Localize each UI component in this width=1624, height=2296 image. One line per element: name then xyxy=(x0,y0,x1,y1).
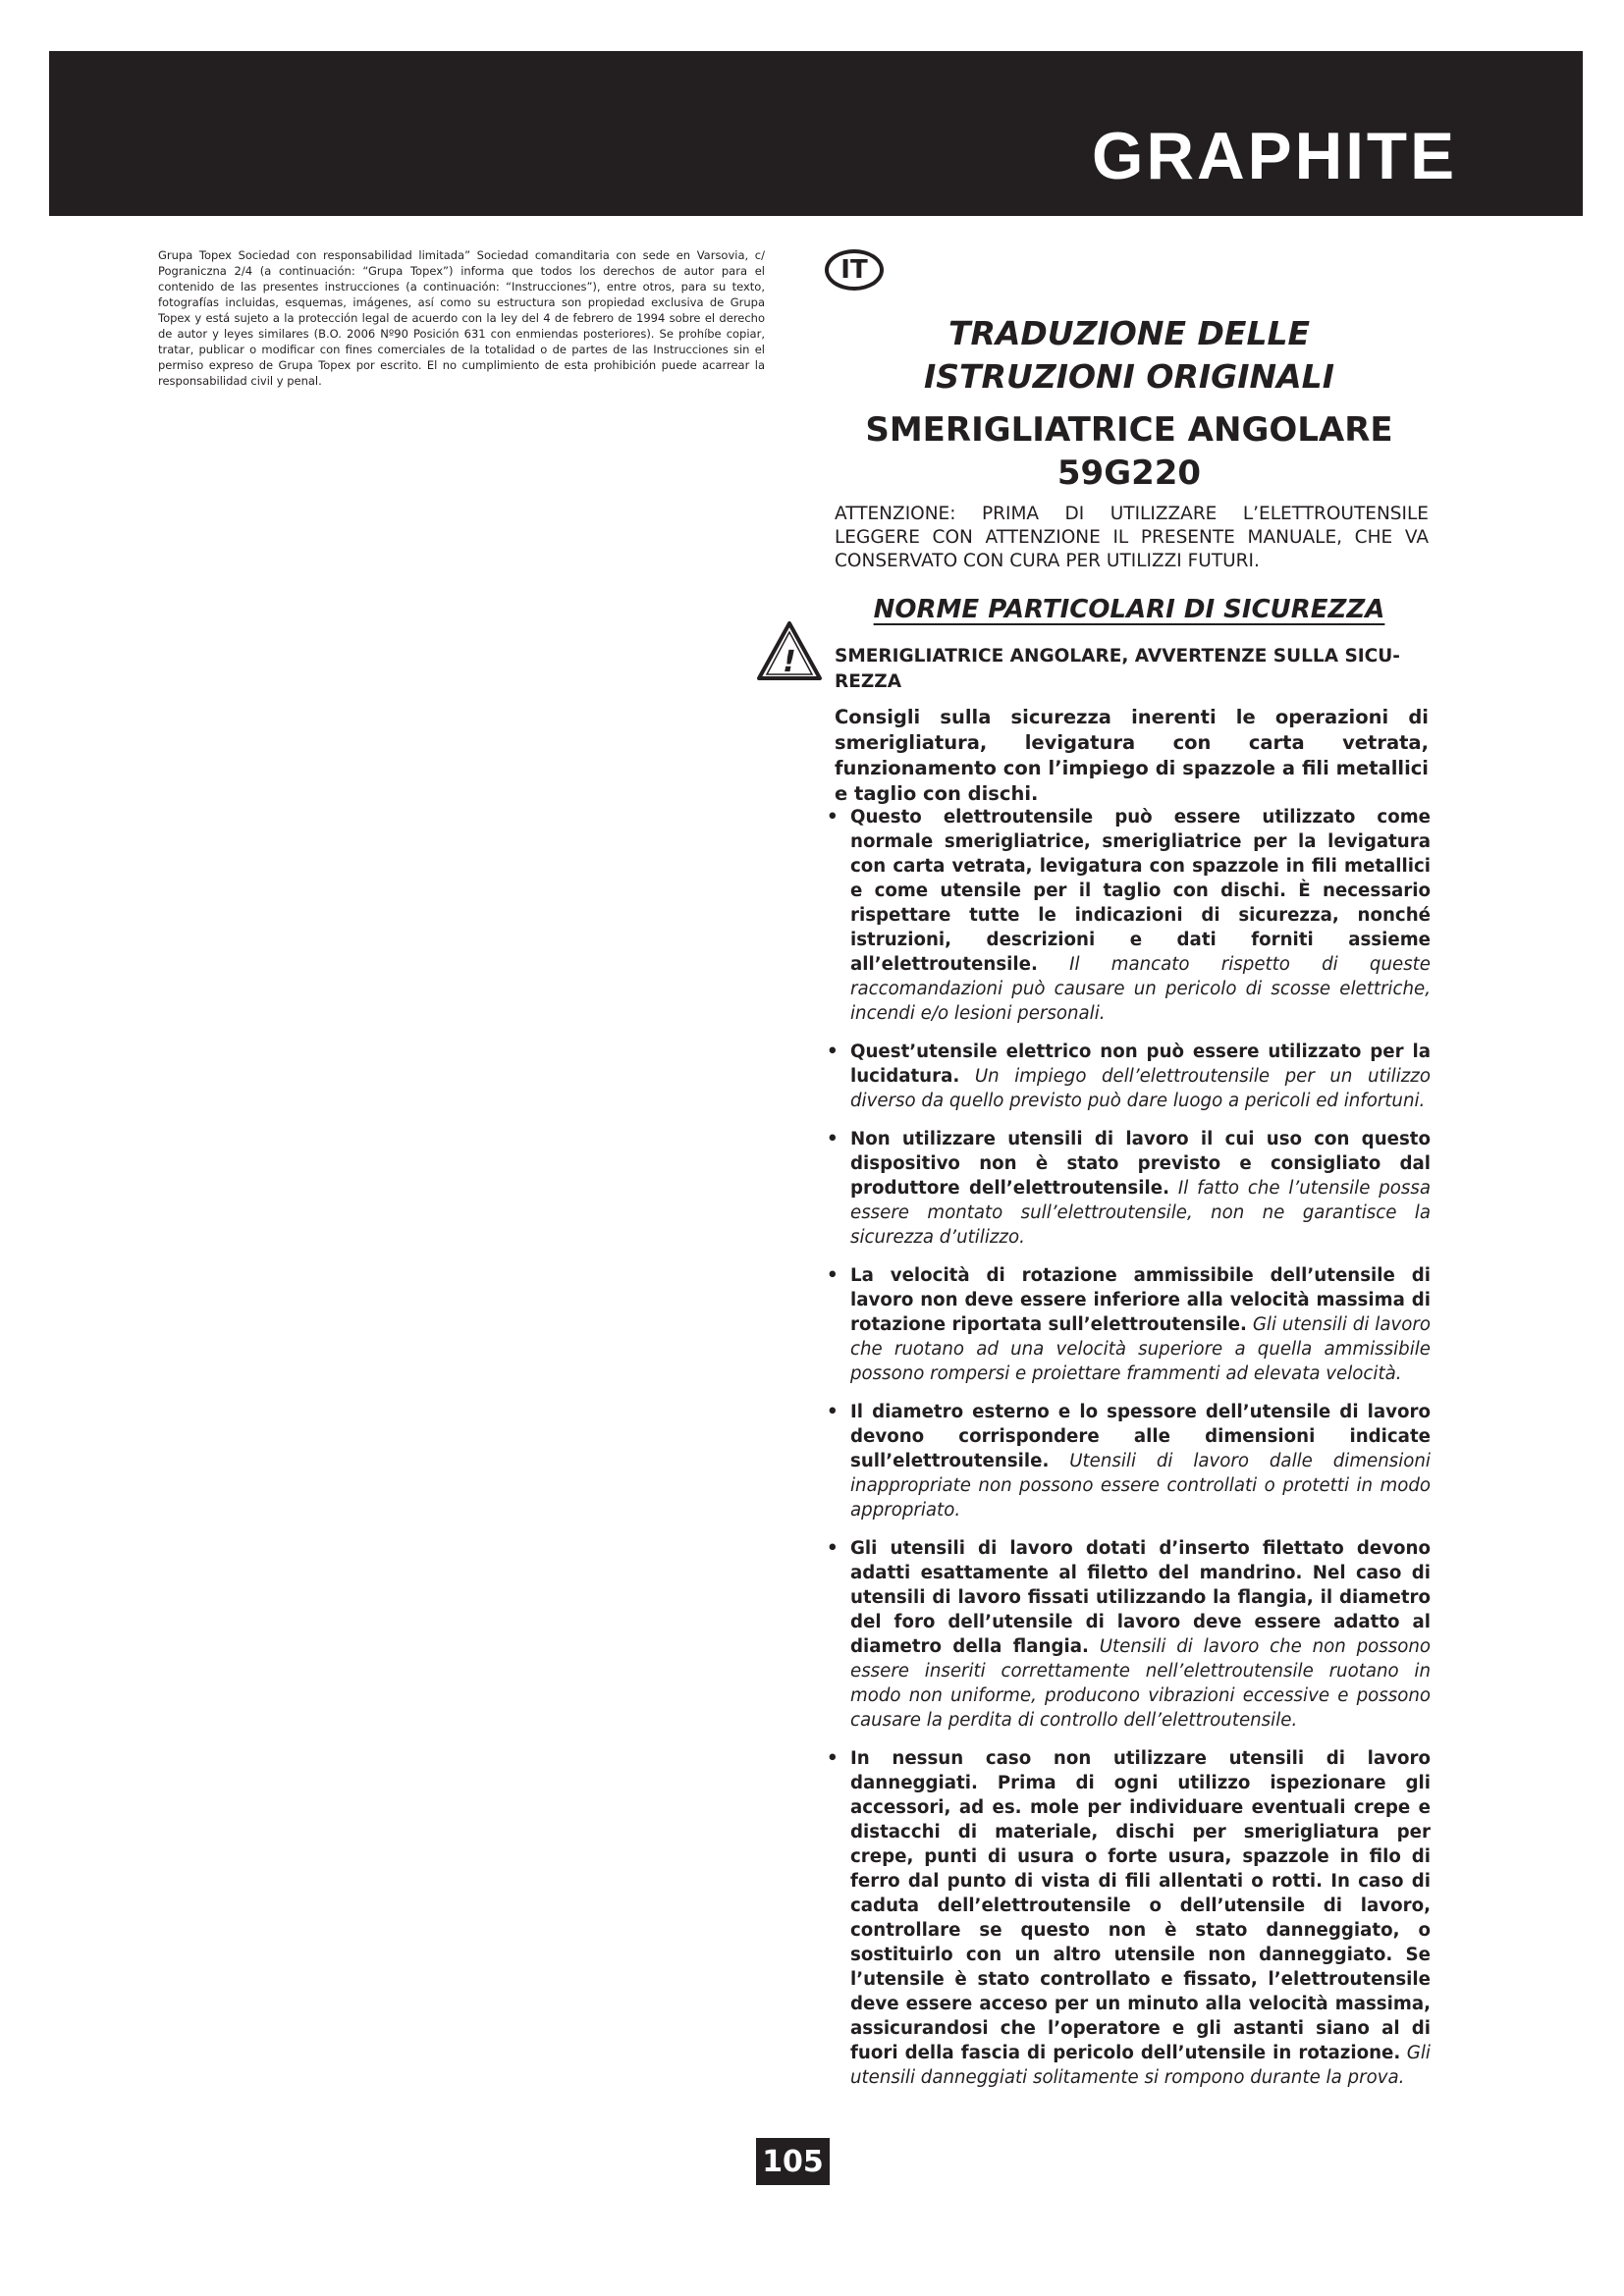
intro-paragraph: Consigli sulla sicurezza inerenti le operazioni di smerigliatura, levigatura con carta vetrata, funzionamento con l’impiego di spazzole a fili metallici e taglio con dischi. xyxy=(835,706,1429,805)
section-title xyxy=(835,593,1424,626)
translation-title-line2: ISTRUZIONI ORIGINALI xyxy=(924,357,1334,396)
bullet-icon: • xyxy=(827,1402,839,1422)
warning-triangle-icon xyxy=(756,620,823,681)
list-item xyxy=(827,1536,1431,1733)
subsection-title: SMERIGLIATRICE ANGOLARE, AVVERTENZE SULLA SICU-REZZA xyxy=(835,646,1400,692)
rule-bold-text: Questo elettroutensile può essere utilizzato come normale smerigliatrice, smerigliatrice per la levigatura con carta vetrata, levigatura con spazzole in fili metallici e come utensile per il taglio con dischi. È necessario rispettare tutte le indicazioni di sicurezza, nonché istruzioni, descrizioni e dati forniti assieme all’elettroutensile. xyxy=(850,807,1431,975)
bullet-icon: • xyxy=(827,807,839,828)
rule-bold-text: Quest’utensile elettrico non può essere utilizzato per la lucidatura. xyxy=(850,1041,1431,1087)
graphite-logo-icon xyxy=(1092,120,1457,188)
brand-logo xyxy=(1092,120,1457,188)
list-item xyxy=(827,805,1431,1026)
rule-italic-text: Utensili di lavoro dalle dimensioni inappropriate non possono essere controllati o protetti in modo appropriato. xyxy=(850,1451,1431,1521)
rule-bold-text: Non utilizzare utensili di lavoro il cui uso con questo dispositivo non è stato previsto e consigliato dal produttore dell’elettroutensile. xyxy=(850,1129,1431,1199)
bullet-icon: • xyxy=(827,1538,839,1559)
list-item xyxy=(827,1746,1431,2090)
bullet-icon: • xyxy=(827,1041,839,1062)
rule-italic-text: Il fatto che l’utensile possa essere montato sull’elettroutensile, non ne garantisce la sicurezza d’utilizzo. xyxy=(850,1178,1431,1248)
language-badge: IT xyxy=(825,249,884,291)
rule-italic-text: Un impiego dell’elettroutensile per un utilizzo diverso da quello previsto può dare luogo a pericoli ed infortuni. xyxy=(850,1066,1431,1111)
list-item xyxy=(827,1400,1431,1522)
translation-title xyxy=(835,312,1424,399)
rule-italic-text: Il mancato rispetto di queste raccomandazioni può causare un pericolo di scosse elettriche, incendi e/o lesioni personali. xyxy=(850,954,1431,1024)
copyright-notice: Grupa Topex Sociedad con responsabilidad limitada” Sociedad comanditaria con sede en Varsovia, c/ Pograniczna 2/4 (a continuación: “Grupa Topex”) informa que todos los derechos de autor para el contenido de las presentes instrucciones (a continuación: “Instrucciones”), entre otros, para su texto, fotografías incluidas, esquemas, imágenes, así como su estructura son propiedad exclusiva de Grupa Topex y está sujeto a la protección legal de acuerdo con la ley del 4 de febrero de 1994 sobre el derecho de autor y leyes similares (B.O. 2006 Nº90 Posición 631 con enmiendas posteriores). Se prohíbe copiar, tratar, publicar o modificar con fines comerciales de la totalidad o de partes de las Instrucciones sin el permiso expreso de Grupa Topex por escrito. El no cumplimiento de esta prohibición puede acarrear la responsabilidad civil y penal. xyxy=(158,248,765,388)
bullet-icon: • xyxy=(827,1748,839,1769)
svg-text:!: ! xyxy=(783,645,796,679)
rule-italic-text: Gli utensili di lavoro che ruotano ad una velocità superiore a quella ammissibile possono rompersi e proiettare frammenti ad elevata velocità. xyxy=(850,1314,1431,1384)
translation-title-line1: TRADUZIONE DELLE xyxy=(947,314,1311,352)
rule-bold-text: In nessun caso non utilizzare utensili di lavoro danneggiati. Prima di ogni utilizzo ispezionare gli accessori, ad es. mole per individuare eventuali crepe e distacchi di materiale, dischi per smerigliatura per crepe, punti di usura o forte usura, spazzole in filo di ferro dal punto di vista di fili allentati o rotti. In caso di caduta dell’elettroutensile o dell’utensile di lavoro, controllare se questo non è stato danneggiato, o sostituirlo con un altro utensile non danneggiato. Se l’utensile è stato controllato e fissato, l’elettroutensile deve essere acceso per un minuto alla velocità massima, assicurandosi che l’operatore e gli astanti siano al di fuori della fascia di pericolo dell’utensile in rotazione. xyxy=(850,1748,1431,2063)
attention-notice: ATTENZIONE: PRIMA DI UTILIZZARE L’ELETTROUTENSILE LEGGERE CON ATTENZIONE IL PRESENTE MANUALE, CHE VA CONSERVATO CON CURA PER UTILIZZI FUTURI. xyxy=(835,504,1429,571)
rule-bold-text: Gli utensili di lavoro dotati d’inserto filettato devono adatti esattamente al filetto del mandrino. Nel caso di utensili di lavoro fissati utilizzando la flangia, il diametro del foro dell’utensile di lavoro deve essere adatto al diametro della flangia. xyxy=(850,1538,1431,1657)
bullet-icon: • xyxy=(827,1129,839,1149)
safety-rules-list xyxy=(827,805,1431,2104)
rule-bold-text: Il diametro esterno e lo spessore dell’utensile di lavoro devono corrispondere alle dimensioni indicate sull’elettroutensile. xyxy=(850,1402,1431,1471)
model-number: 59G220 xyxy=(1056,454,1202,493)
page-number: 105 xyxy=(756,2138,830,2185)
list-item xyxy=(827,1040,1431,1113)
rule-italic-text: Gli utensili danneggiati solitamente si rompono durante la prova. xyxy=(850,2043,1431,2088)
list-item xyxy=(827,1263,1431,1386)
rule-bold-text: La velocità di rotazione ammissibile dell’utensile di lavoro non deve essere inferiore alla velocità massima di rotazione riportata sull’elettroutensile. xyxy=(850,1265,1431,1335)
rule-italic-text: Utensili di lavoro che non possono essere inseriti correttamente nell’elettroutensile ruotano in modo non uniforme, producono vibrazioni eccessive e possono causare la perdita di controllo dell’elettroutensile. xyxy=(850,1636,1432,1731)
svg-text:GRAPHITE: GRAPHITE xyxy=(1092,120,1457,188)
product-title: SMERIGLIATRICE ANGOLARE xyxy=(865,410,1393,450)
list-item xyxy=(827,1127,1431,1250)
bullet-icon: • xyxy=(827,1265,839,1286)
section-title-text: NORME PARTICOLARI DI SICUREZZA xyxy=(873,595,1385,624)
